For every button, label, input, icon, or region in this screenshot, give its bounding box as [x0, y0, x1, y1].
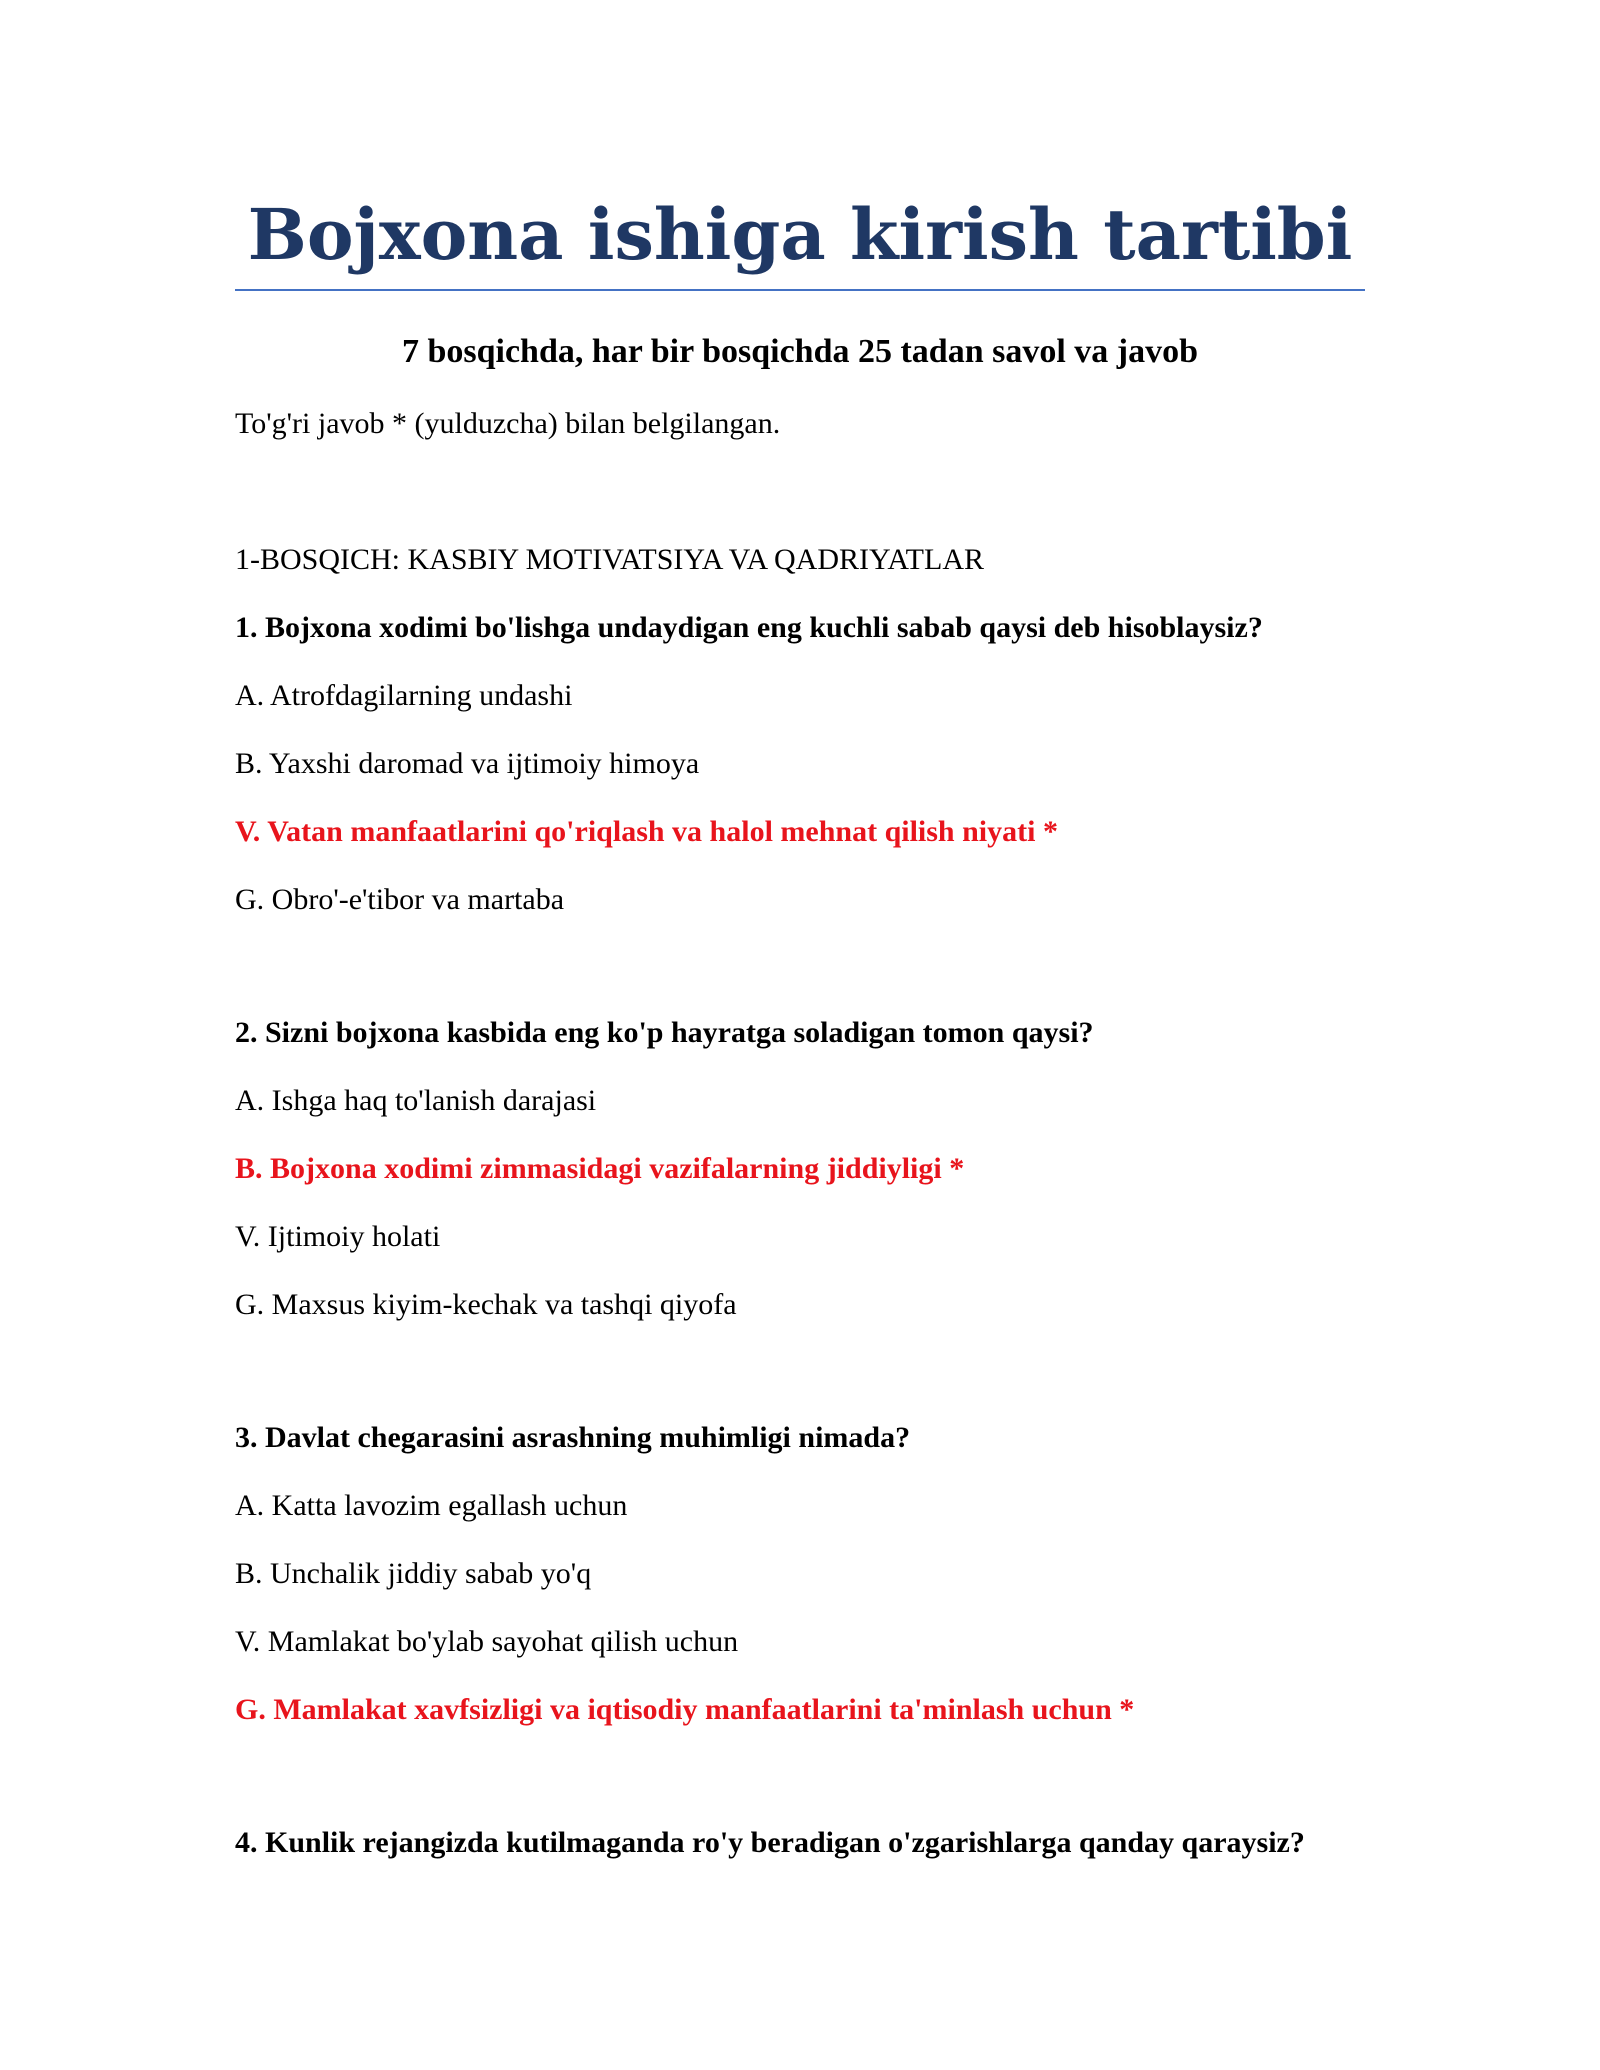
question-text: 2. Sizni bojxona kasbida eng ko'p hayratga soladigan tomon qaysi? [235, 1016, 1094, 1049]
section-heading: 1-BOSQICH: KASBIY MOTIVATSIYA VA QADRIYATLAR [235, 543, 984, 576]
option-g-correct: G. Mamlakat xavfsizligi va iqtisodiy manfaatlarini ta'minlash uchun * [235, 1693, 1135, 1726]
question-text: 1. Bojxona xodimi bo'lishga undaydigan eng kuchli sabab qaysi deb hisoblaysiz? [235, 611, 1263, 644]
question-1 [235, 608, 1365, 920]
options-list [235, 676, 1365, 920]
option-v: V. Ijtimoiy holati [235, 1220, 441, 1253]
option-g: G. Obro'-e'tibor va martaba [235, 883, 565, 916]
question-3 [235, 1418, 1365, 1730]
options-list [235, 1081, 1365, 1325]
option-g: G. Maxsus kiyim-kechak va tashqi qiyofa [235, 1288, 737, 1321]
option-v-correct: V. Vatan manfaatlarini qo'riqlash va halol mehnat qilish niyati * [235, 815, 1058, 848]
question-text: 4. Kunlik rejangizda kutilmaganda ro'y beradigan o'zgarishlarga qanday qaraysiz? [235, 1826, 1305, 1859]
question-2 [235, 1013, 1365, 1325]
options-list [235, 1486, 1365, 1730]
option-b: B. Unchalik jiddiy sabab yo'q [235, 1557, 592, 1590]
document-title: Bojxona ishiga kirish tartibi [247, 193, 1353, 276]
question-text: 3. Davlat chegarasini asrashning muhimligi nimada? [235, 1421, 911, 1454]
option-v: V. Mamlakat bo'ylab sayohat qilish uchun [235, 1625, 739, 1658]
option-b: B. Yaxshi daromad va ijtimoiy himoya [235, 747, 700, 780]
option-a: A. Atrofdagilarning undashi [235, 679, 573, 712]
title-underline [235, 289, 1365, 291]
answer-key-note: To'g'ri javob * (yulduzcha) bilan belgilangan. [235, 407, 781, 440]
document-subtitle: 7 bosqichda, har bir bosqichda 25 tadan savol va javob [401, 333, 1199, 370]
option-a: A. Katta lavozim egallash uchun [235, 1489, 628, 1522]
question-4 [235, 1823, 1365, 1863]
option-a: A. Ishga haq to'lanish darajasi [235, 1084, 597, 1117]
option-b-correct: B. Bojxona xodimi zimmasidagi vazifalarning jiddiyligi * [235, 1152, 965, 1185]
